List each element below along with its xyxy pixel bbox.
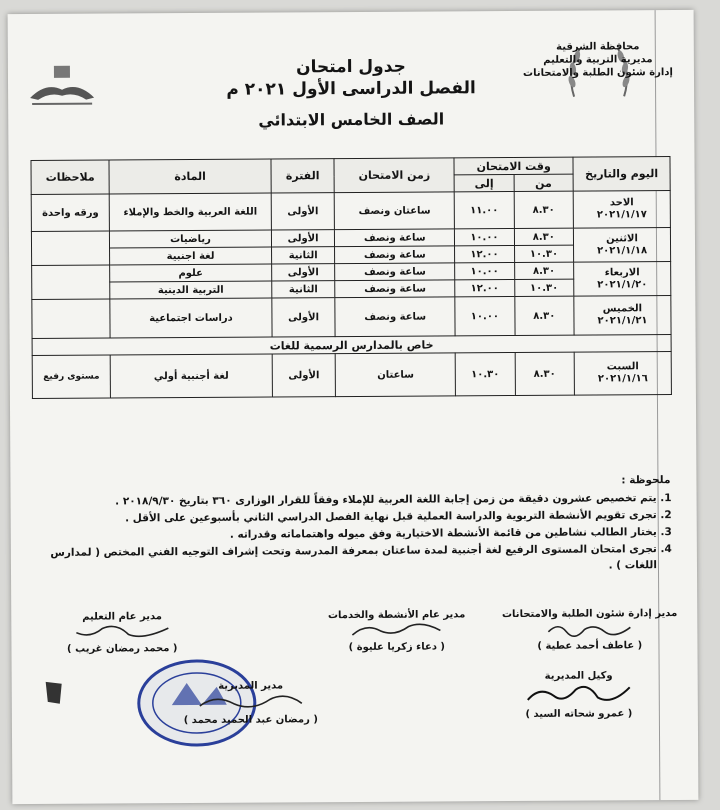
signature-deputy (524, 670, 634, 720)
day-name: الاثنين (606, 232, 638, 244)
duration-cell: ساعتان (336, 353, 456, 397)
table-row (32, 262, 671, 283)
day-date: ٢٠٢١/١/٢١ (597, 315, 648, 327)
department-name: إدارة شئون الطلبة والامتحانات (522, 67, 673, 79)
day-cell (574, 296, 671, 336)
day-date: ٢٠٢١/١/١٧ (596, 209, 647, 221)
period-cell: الأولى (272, 354, 336, 397)
table-row (31, 191, 670, 232)
title-line-1: جدول امتحان (295, 56, 406, 78)
from-cell: ٨.٣٠ (514, 262, 574, 279)
signature-title: مدير عام الأنشطة والخدمات (327, 609, 466, 622)
signature-title: مدير إدارة شئون الطلبة والامتحانات (501, 608, 678, 621)
day-cell (573, 228, 670, 263)
signature-name: ( عاطف أحمد عطية ) (537, 640, 643, 652)
to-cell: ١٠.٠٠ (455, 297, 515, 336)
signature-title: وكيل المديرية (544, 670, 613, 682)
signature-education (67, 611, 178, 655)
note-cell: ورقه واحدة (31, 194, 109, 231)
language-section-heading: خاص بالمدارس الرسمية للغات (32, 335, 671, 356)
table-row (32, 352, 671, 399)
to-cell: ١٠.٠٠ (455, 229, 515, 246)
day-cell (573, 191, 670, 229)
from-cell: ٨.٣٠ (515, 352, 575, 395)
signature-name: ( محمد رمضان غريب ) (67, 643, 178, 655)
handwritten-signature-icon (196, 691, 306, 712)
from-cell: ٨.٣٠ (514, 191, 574, 228)
list-item: 3. يختار الطالب نشاطين من قائمة الأنشطة الاختيارية وفق ميوله واهتماماته وقدراته . (31, 524, 657, 544)
signature-title: مدير عام التعليم (82, 611, 162, 623)
subject-cell: اللغة العربية والخط والإملاء (109, 193, 271, 231)
header-to: إلى (454, 175, 514, 192)
duration-cell: ساعة ونصف (335, 246, 455, 264)
table-row (31, 228, 670, 249)
note-cell (31, 231, 109, 265)
list-item: 1. يتم تخصيص عشرون دقيقة من زمن إجابة اللغة العربية للإملاء وفقاً للقرار الوزارى ٣٦٠ بتاريخ ٢٠١٨/٩/٣٠ . (31, 490, 657, 510)
signature-director (183, 680, 317, 726)
ink-mark-icon (42, 678, 66, 708)
header-notes: ملاحظات (31, 160, 109, 194)
governorate-name: محافظة الشرقية (556, 41, 640, 53)
day-name: الاربعاء (604, 266, 640, 278)
header-duration: زمن الامتحان (334, 158, 454, 193)
note-cell: مستوى رفيع (32, 355, 110, 398)
list-item: 2. تجرى تقويم الأنشطة التربوية والدراسة العملية قبل نهاية الفصل الدراسي الثاني بأسبوعين على الأقل . (31, 507, 657, 527)
subject-cell: لغة اجنبية (110, 247, 272, 265)
day-name: الخميس (602, 303, 643, 315)
period-cell: الثانية (272, 281, 336, 298)
day-name: السبت (606, 361, 639, 373)
directorate-name: مديرية التربية والتعليم (543, 54, 653, 66)
subject-cell: علوم (110, 264, 272, 282)
duration-cell: ساعتان ونصف (335, 192, 455, 230)
to-cell: ١٢.٠٠ (455, 280, 515, 297)
duration-cell: ساعة ونصف (335, 280, 455, 298)
period-cell: الأولى (271, 264, 335, 281)
margin-line (655, 10, 661, 800)
from-cell: ٨.٣٠ (514, 228, 574, 245)
header-exam-time: وقت الامتحان (454, 157, 573, 175)
subject-cell: لغة أجنبية أولي (110, 354, 272, 398)
handwritten-signature-icon (347, 620, 447, 639)
table-row (32, 296, 671, 339)
notes-title: ملحوظة : (621, 474, 671, 487)
title-line-2: الفصل الدراسى الأول ٢٠٢١ م (226, 78, 476, 100)
signature-title: مدير المديرية (218, 680, 284, 692)
signature-students-dept (502, 608, 678, 652)
signature-name: ( دعاء زكريا عليوة ) (348, 641, 446, 654)
day-date: ٢٠٢١/١/١٦ (597, 373, 648, 385)
header-period: الفترة (271, 159, 335, 193)
list-item: 4. تجرى امتحان المستوى الرفيع لغة أجنبية لمدة ساعتان بمعرفة المدرسة وتحت إشراف التوجيه الفني المختص ( لمدارس اللغات ) . (31, 541, 657, 577)
header-from: من (514, 174, 574, 191)
day-cell (574, 352, 671, 396)
subject-cell: رياضيات (110, 230, 272, 248)
notes-list (31, 490, 671, 577)
period-cell: الثانية (271, 247, 335, 264)
to-cell: ١٢.٠٠ (455, 246, 515, 263)
notes-section (30, 472, 671, 578)
signature-name: ( عمرو شحاته السيد ) (525, 708, 633, 720)
day-date: ٢٠٢١/١/٢٠ (597, 278, 648, 291)
to-cell: ١٠.٠٠ (455, 263, 515, 280)
subject-cell: دراسات اجتماعية (110, 298, 272, 338)
duration-cell: ساعة ونصف (335, 263, 455, 281)
header-day-date: اليوم والتاريخ (573, 157, 670, 192)
handwritten-signature-icon (545, 619, 635, 638)
exam-schedule-sheet (8, 10, 699, 804)
signature-activities (328, 609, 466, 653)
from-cell: ١٠.٣٠ (514, 245, 574, 262)
period-cell: الأولى (272, 298, 336, 337)
ministry-logo-icon (26, 64, 98, 108)
day-name: الاحد (609, 197, 634, 209)
signature-name: ( رمضان عبد الحميد محمد ) (183, 714, 318, 727)
handwritten-signature-icon (72, 622, 172, 641)
duration-cell: ساعة ونصف (335, 297, 455, 337)
note-cell (32, 265, 110, 299)
document-title (188, 55, 514, 133)
to-cell: ١١.٠٠ (454, 192, 514, 229)
duration-cell: ساعة ونصف (335, 229, 455, 247)
title-line-3: الصف الخامس الابتدائي (258, 109, 445, 130)
from-cell: ٨.٣٠ (514, 296, 574, 335)
from-cell: ١٠.٣٠ (514, 279, 574, 296)
period-cell: الأولى (271, 230, 335, 247)
day-cell (574, 262, 671, 297)
handwritten-signature-icon (524, 681, 634, 706)
header-subject: المادة (109, 159, 271, 194)
to-cell: ١٠.٣٠ (455, 353, 515, 396)
period-cell: الأولى (271, 193, 335, 230)
day-date: ٢٠٢١/١/١٨ (597, 244, 648, 257)
subject-cell: التربية الدينية (110, 281, 272, 299)
note-cell (32, 299, 110, 338)
institution-header (518, 40, 678, 80)
exam-schedule-table (30, 156, 671, 399)
